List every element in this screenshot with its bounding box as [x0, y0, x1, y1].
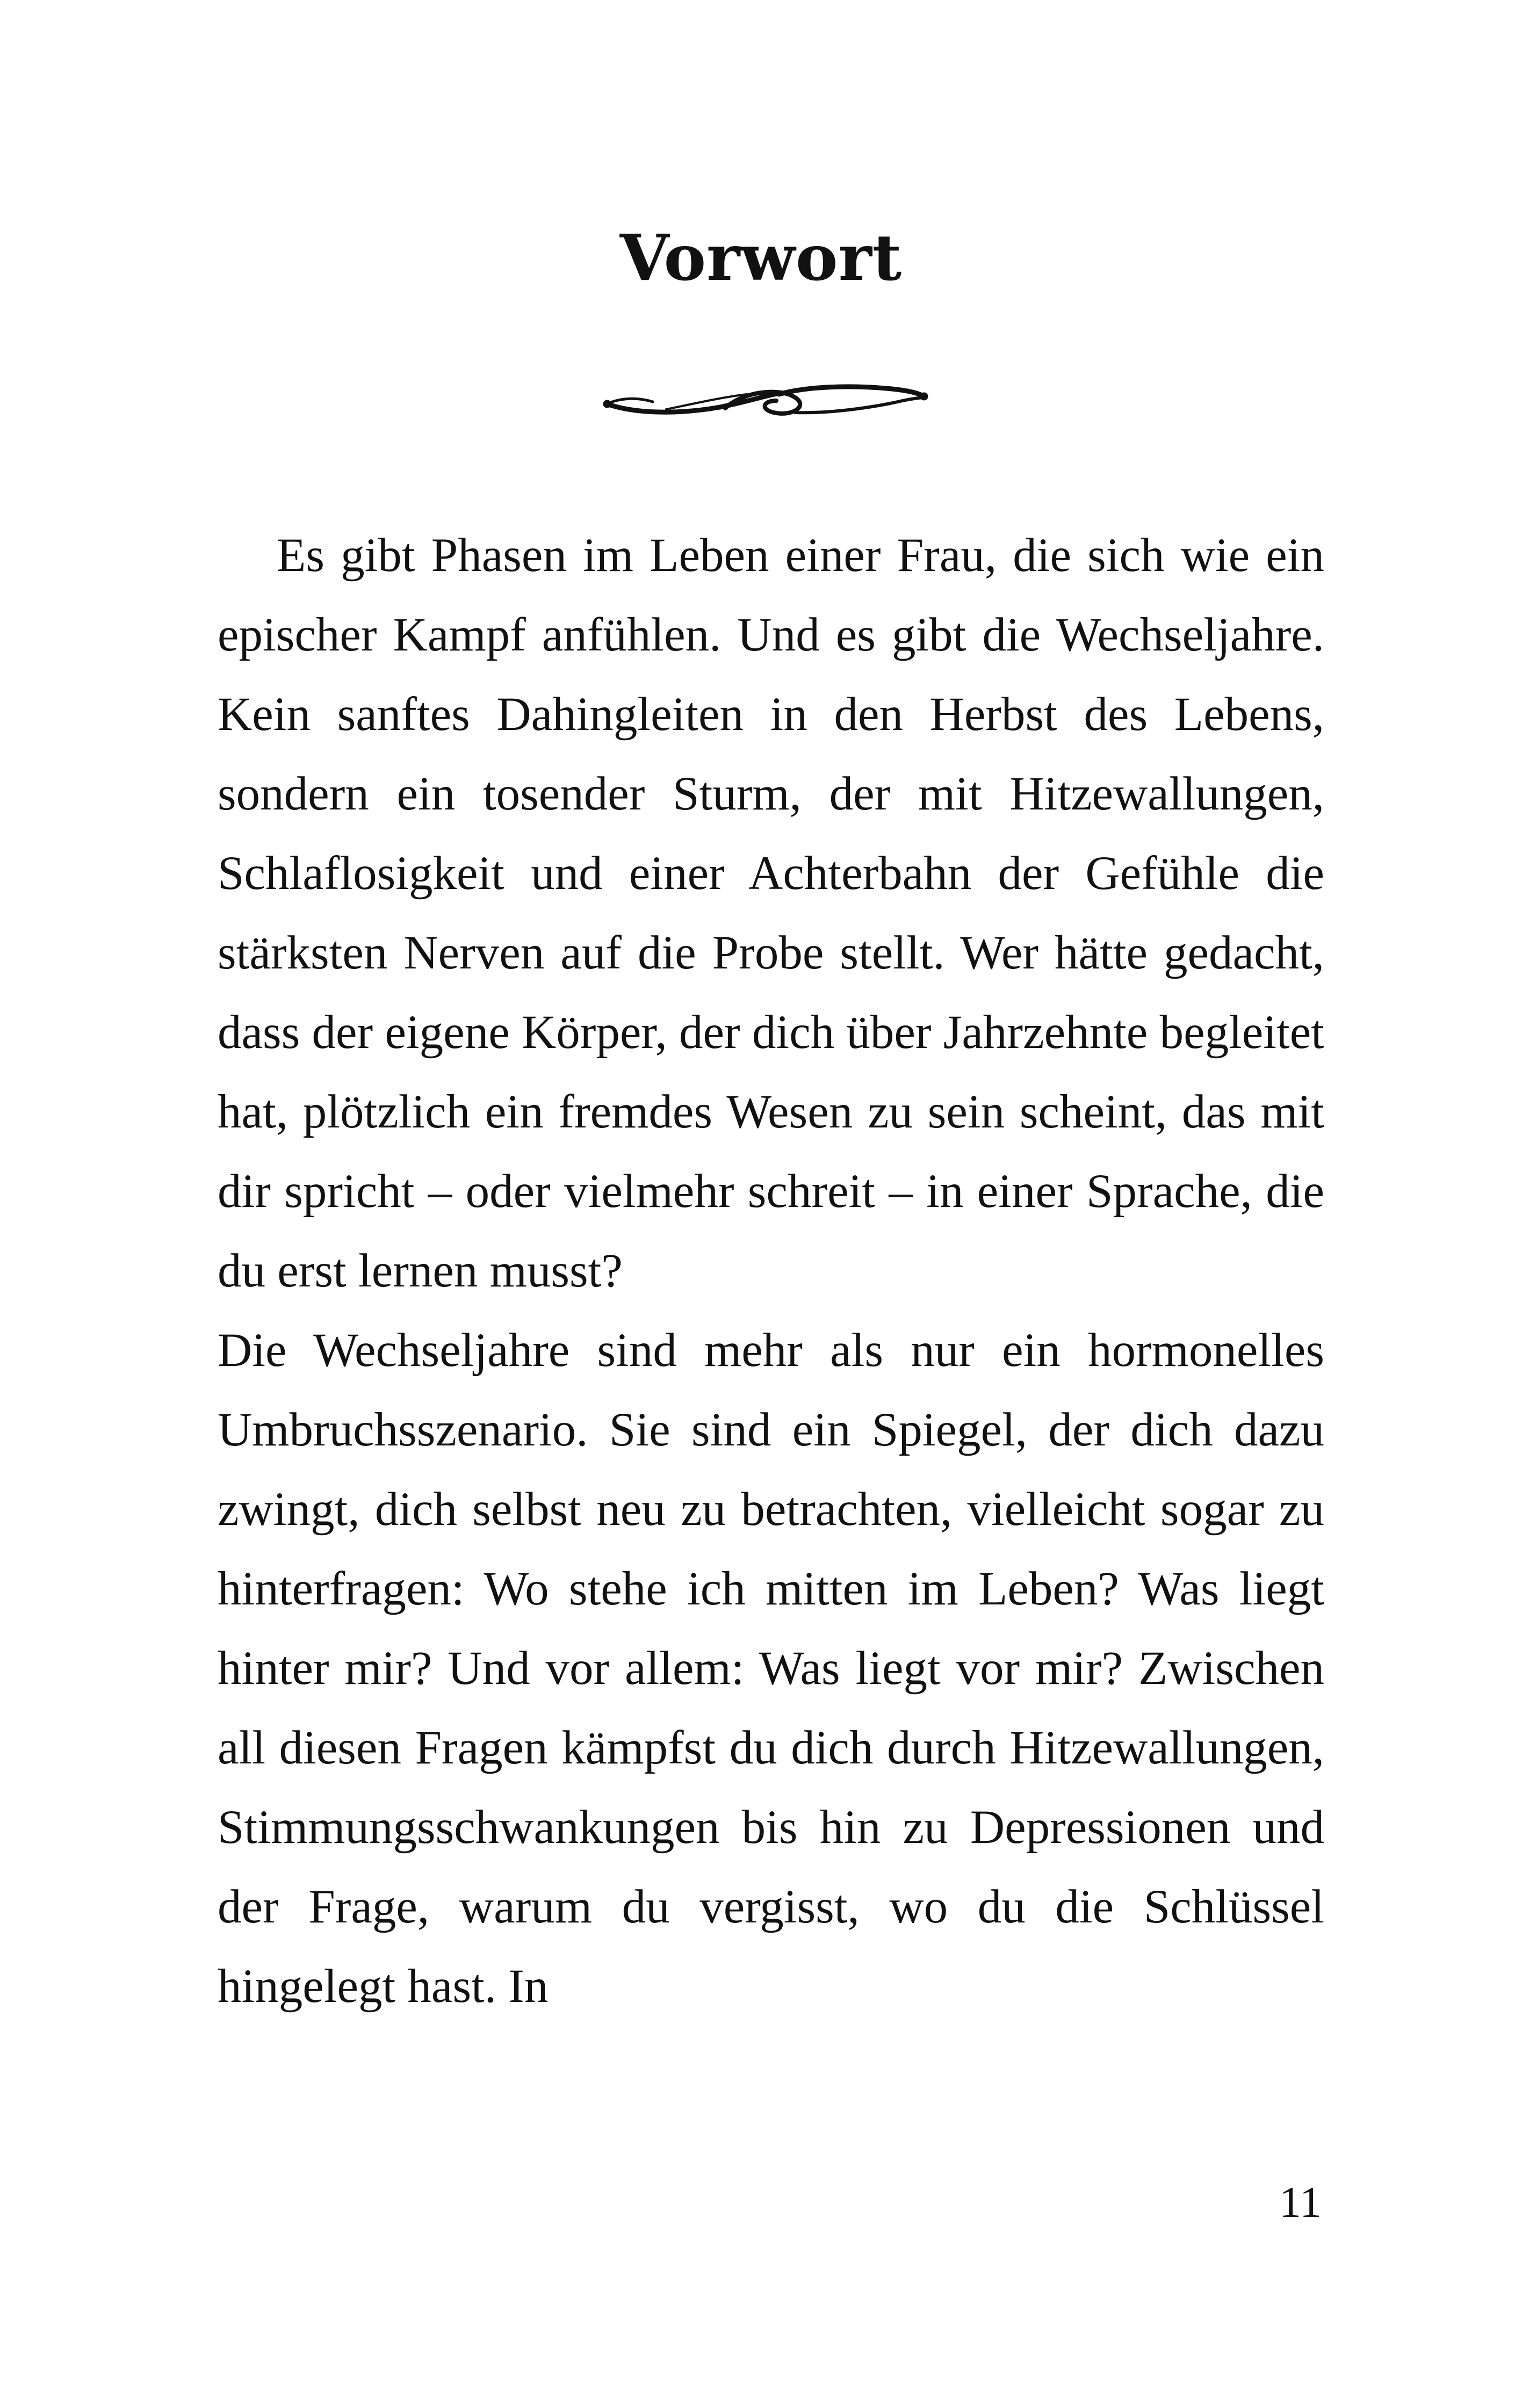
chapter-title: Vorwort	[619, 220, 903, 295]
page-number: 11	[1279, 2178, 1322, 2226]
paragraph-1: Es gibt Phasen im Leben einer Frau, die sich wie ein epischer Kampf anfühlen. Und es gibt die Wechseljahre. Kein sanftes Dahingleiten in den Herbst des Lebens, sondern ein tosender Sturm, der mit Hitzewallungen, Schlaflosigkeit und einer Achterbahn der Gefühle die stärksten Nerven auf die Probe stellt. Wer hätte gedacht, dass der eigene Körper, der dich über Jahrzehnte begleitet hat, plötzlich ein fremdes Wesen zu sein scheint, das mit dir spricht – oder vielmehr schreit – in einer Sprache, die du erst lernen musst?	[218, 529, 1324, 1297]
flourish-divider-icon	[602, 371, 929, 430]
paragraph-2: Die Wechseljahre sind mehr als nur ein hormonelles Umbruchsszenario. Sie sind ein Spiegel, der dich dazu zwingt, dich selbst neu zu betrachten, vielleicht sogar zu hinterfragen: Wo stehe ich mitten im Leben? Was liegt hinter mir? Und vor allem: Was liegt vor mir? Zwischen all diesen Fragen kämpfst du dich durch Hitzewallungen, Stimmungsschwankungen bis hin zu Depressionen und der Frage, warum du vergisst, wo du die Schlüssel hingelegt hast. In	[218, 1324, 1324, 2013]
body-text	[218, 516, 1324, 2026]
